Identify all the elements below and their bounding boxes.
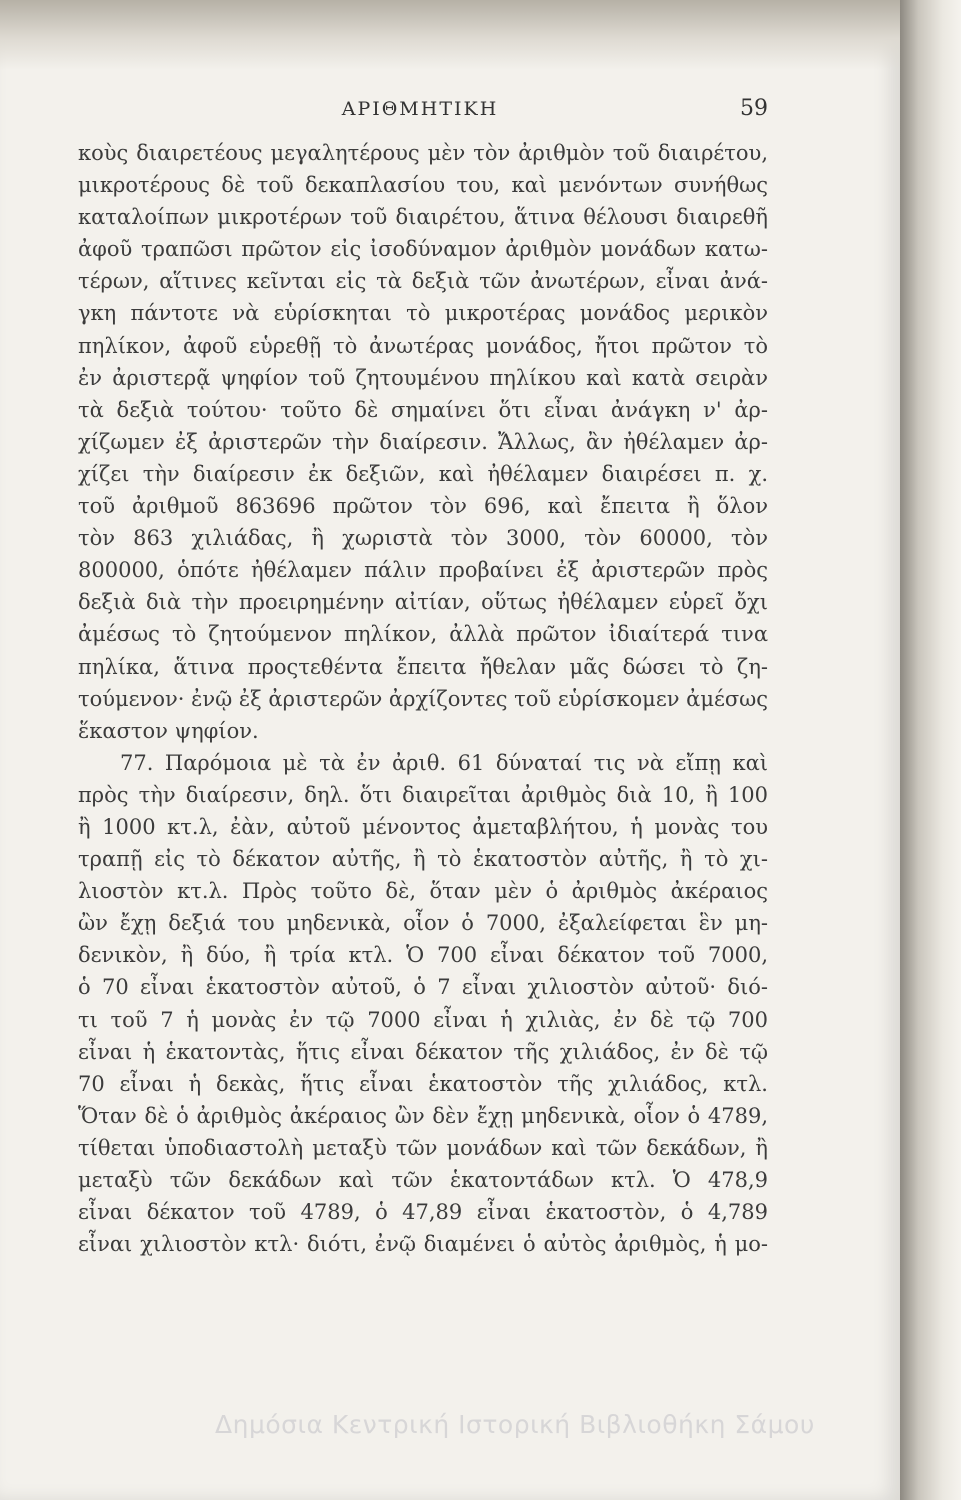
text-line: Ὅταν δὲ ὁ ἀριθμὸς ἀκέραιος ὢν δὲν ἔχῃ μηδενικὰ, οἷον ὁ 4789, (78, 1103, 768, 1128)
library-watermark: Δημόσια Κεντρική Ιστορική Βιβλιοθήκη Σάμου (215, 1410, 815, 1439)
text-line: δεξιὰ διὰ τὴν προειρημένην αἰτίαν, οὕτως ἠθέλαμεν εὑρεῖ ὄχι (78, 590, 768, 615)
page-header (80, 96, 768, 138)
text-line: εἶναι ἡ ἑκατοντὰς, ἥτις εἶναι δέκατον τῆς χιλιάδος, ἐν δὲ τῷ (78, 1039, 768, 1064)
text-line: τέρων, αἵτινες κεῖνται εἰς τὰ δεξιὰ τῶν ἀνωτέρων, εἶναι ἀνά- (78, 269, 768, 294)
text-line: πηλίκον, ἀφοῦ εὑρεθῇ τὸ ἀνωτέρας μονάδος, ἤτοι πρῶτον τὸ (78, 333, 768, 358)
text-line: τὰ δεξιὰ τούτου· τοῦτο δὲ σημαίνει ὅτι εἶναι ἀνάγκη ν' ἀρ- (78, 397, 768, 422)
text-line: δενικὸν, ἢ δύο, ἢ τρία κτλ. Ὁ 700 εἶναι δέκατον τοῦ 7000, (78, 943, 768, 968)
body-text (78, 137, 768, 1260)
text-line: ἀμέσως τὸ ζητούμενον πηλίκον, ἀλλὰ πρῶτον ἰδιαίτερά τινα (78, 622, 768, 647)
text-line: τούμενον· ἐνῷ ἐξ ἀριστερῶν ἀρχίζοντες τοῦ εὑρίσκομεν ἀμέσως (78, 686, 768, 711)
paragraph-end-line: ἕκαστον ψηφίον. (78, 718, 259, 743)
text-line: κοὺς διαιρετέους μεγαλητέρους μὲν τὸν ἀριθμὸν τοῦ διαιρέτου, (78, 141, 768, 165)
text-line: εἶναι δέκατον τοῦ 4789, ὁ 47,89 εἶναι ἑκατοστὸν, ὁ 4,789 (78, 1200, 768, 1225)
text-line: τὸν 863 χιλιάδας, ἢ χωριστὰ τὸν 3000, τὸν 60000, τὸν (78, 526, 768, 551)
page-top-edge (0, 0, 900, 70)
text-line: λιοστὸν κτ.λ. Πρὸς τοῦτο δὲ, ὅταν μὲν ὁ ἀριθμὸς ἀκέραιος (78, 879, 768, 904)
page-number: 59 (740, 96, 768, 121)
paragraph-start-line: 77. Παρόμοια μὲ τὰ ἐν ἀριθ. 61 δύναταί τις νὰ εἴπῃ καὶ (120, 750, 768, 775)
text-line: τι τοῦ 7 ἡ μονὰς ἐν τῷ 7000 εἶναι ἡ χιλιὰς, ἐν δὲ τῷ 700 (78, 1007, 768, 1032)
text-line: 800000, ὁπότε ἠθέλαμεν πάλιν προβαίνει ἐξ ἀριστερῶν πρὸς (78, 558, 768, 583)
text-line: τίθεται ὑποδιαστολὴ μεταξὺ τῶν μονάδων καὶ τῶν δεκάδων, ἢ (78, 1135, 768, 1160)
text-line: ἐν ἀριστερᾷ ψηφίον τοῦ ζητουμένου πηλίκου καὶ κατὰ σειρὰν (78, 365, 768, 390)
text-line: μικροτέρους δὲ τοῦ δεκαπλασίου του, καὶ μενόντων συνήθως (78, 173, 768, 198)
running-title: ΑΡΙΘΜΗΤΙΚΗ (341, 98, 499, 120)
text-line: πηλίκα, ἅτινα προςτεθέντα ἔπειτα ἤθελαν μᾶς δώσει τὸ ζη- (78, 654, 768, 679)
text-line: καταλοίπων μικροτέρων τοῦ διαιρέτου, ἅτινα θέλουσι διαιρεθῆ (78, 205, 768, 230)
text-line: γκη πάντοτε νὰ εὑρίσκηται τὸ μικροτέρας μονάδος μερικὸν (78, 301, 768, 326)
text-line: εἶναι χιλιοστὸν κτλ· διότι, ἐνῷ διαμένει ὁ αὐτὸς ἀριθμὸς, ἡ μο- (78, 1232, 768, 1257)
text-line: μεταξὺ τῶν δεκάδων καὶ τῶν ἑκατοντάδων κτλ. Ὁ 478,9 (78, 1168, 768, 1192)
text-line: χίζωμεν ἐξ ἀριστερῶν τὴν διαίρεσιν. Ἄλλως, ἂν ἠθέλαμεν ἀρ- (78, 429, 768, 454)
book-spine-shadow (900, 0, 961, 1500)
text-line: ἀφοῦ τραπῶσι πρῶτον εἰς ἰσοδύναμον ἀριθμὸν μονάδων κατω- (78, 237, 768, 262)
text-line: τοῦ ἀριθμοῦ 863696 πρῶτον τὸν 696, καὶ ἔπειτα ἢ ὅλον (78, 494, 768, 519)
text-line: ἢ 1000 κτ.λ, ἐὰν, αὐτοῦ μένοντος ἀμεταβλήτου, ἡ μονὰς του (78, 814, 768, 839)
text-line: ὁ 70 εἶναι ἑκατοστὸν αὐτοῦ, ὁ 7 εἶναι χιλιοστὸν αὐτοῦ· διό- (78, 975, 768, 1000)
text-line: χίζει τὴν διαίρεσιν ἐκ δεξιῶν, καὶ ἠθέλαμεν διαιρέσει π. χ. (78, 461, 768, 486)
text-line: πρὸς τὴν διαίρεσιν, δηλ. ὅτι διαιρεῖται ἀριθμὸς διὰ 10, ἢ 100 (78, 782, 768, 807)
text-line: ὢν ἔχῃ δεξιά του μηδενικὰ, οἷον ὁ 7000, ἐξαλείφεται ἓν μη- (78, 911, 768, 936)
text-line: 70 εἶναι ἡ δεκὰς, ἥτις εἶναι ἑκατοστὸν τῆς χιλιάδος, κτλ. (78, 1071, 768, 1096)
text-line: τραπῇ εἰς τὸ δέκατον αὐτῆς, ἢ τὸ ἑκατοστὸν αὐτῆς, ἢ τὸ χι- (78, 847, 768, 872)
